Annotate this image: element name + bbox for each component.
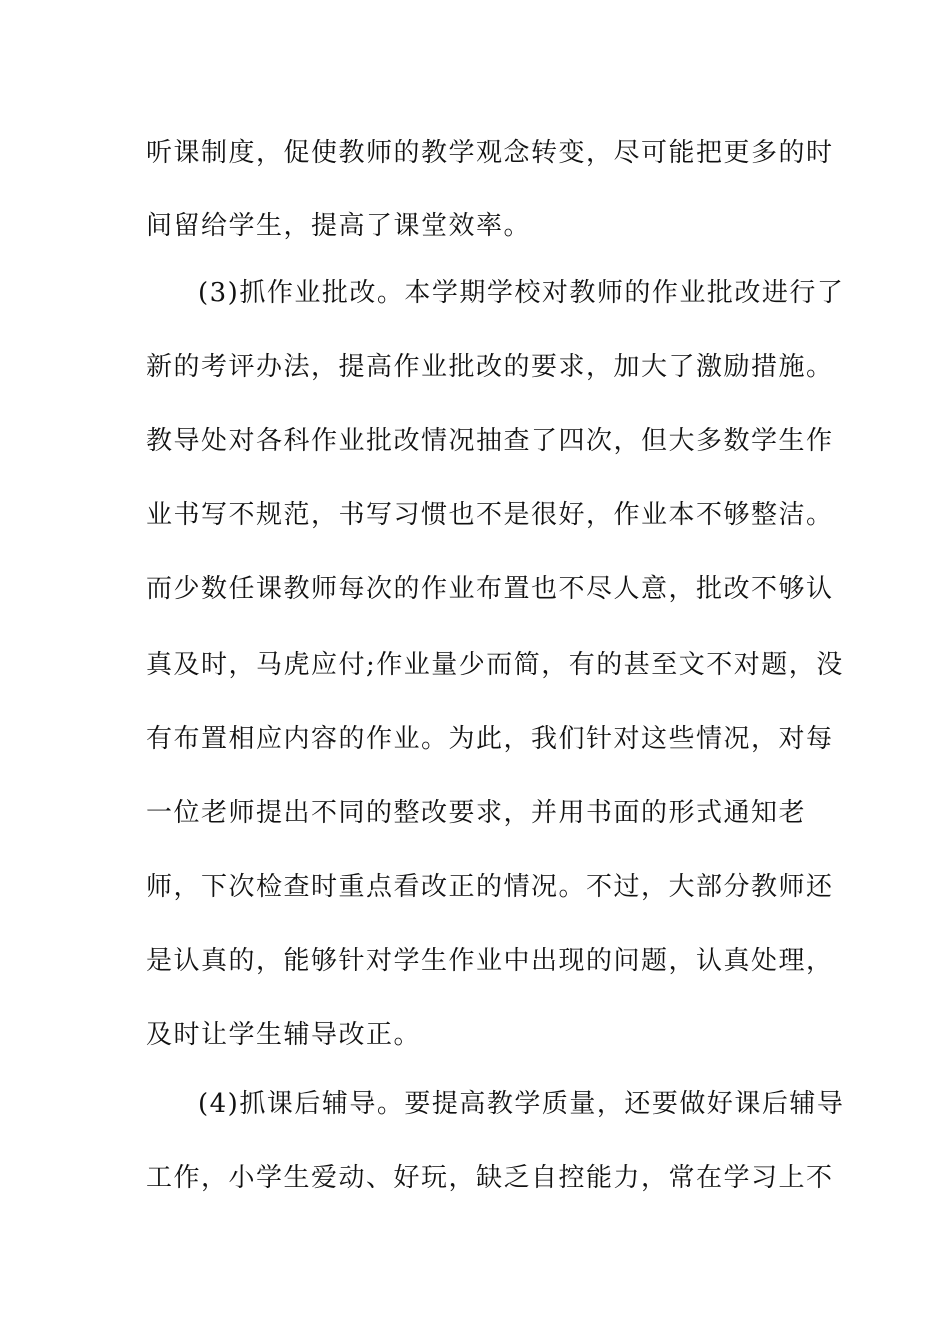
text-line: 是认真的，能够针对学生作业中出现的问题，认真处理， — [146, 946, 834, 976]
text-line: 教导处对各科作业批改情况抽查了四次，但大多数学生作 — [146, 426, 834, 456]
text-line: 有布置相应内容的作业。为此，我们针对这些情况，对每 — [146, 724, 834, 754]
paragraph-start-line: (3)抓作业批改。本学期学校对教师的作业批改进行了 — [198, 278, 845, 308]
text-line: 真及时，马虎应付;作业量少而简，有的甚至文不对题，没 — [146, 650, 844, 680]
text-line: 而少数任课教师每次的作业布置也不尽人意，批改不够认 — [146, 574, 834, 604]
text-line: 及时让学生辅导改正。 — [146, 1020, 422, 1050]
text-line: 业书写不规范，书写习惯也不是很好，作业本不够整洁。 — [146, 500, 834, 530]
text-line: 师，下次检查时重点看改正的情况。不过，大部分教师还 — [146, 872, 834, 902]
text-line: 工作，小学生爱动、好玩，缺乏自控能力，常在学习上不 — [146, 1163, 834, 1193]
text-line: 间留给学生，提高了课堂效率。 — [146, 211, 532, 241]
text-line: 听课制度，促使教师的教学观念转变，尽可能把更多的时 — [146, 138, 834, 168]
text-line: 新的考评办法，提高作业批改的要求，加大了激励措施。 — [146, 352, 834, 382]
paragraph-start-line: (4)抓课后辅导。要提高教学质量，还要做好课后辅导 — [198, 1089, 845, 1119]
text-line: 一位老师提出不同的整改要求，并用书面的形式通知老 — [146, 798, 807, 828]
